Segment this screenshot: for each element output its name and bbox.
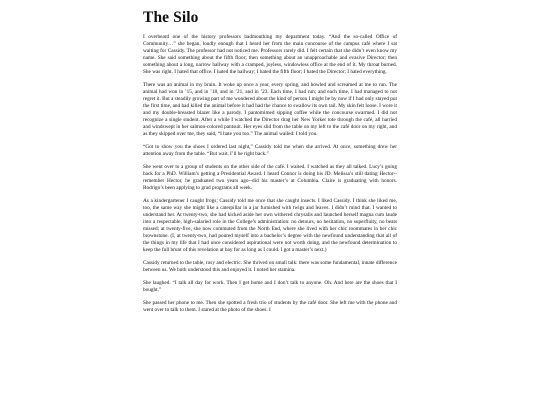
- paragraph: She went over to a group of students on the other side of the café. I waited. I watched as they all talked. Lucy’s going back for a PhD. William’s getting a Presidential Award. I heard Connor is doing his JD. Melissa’s still dating Hector--remember Hector, he graduated two years ago--did his master’s at Columbia. Claire is graduating with honors. Rodrigo’s been applying to grad programs all week.: [143, 164, 397, 191]
- document-body: [143, 8, 397, 320]
- paragraph: “Got to show you the shoes I ordered last night,” Cassidy told me when she arrived. At once, something drew her attention away from the table. “But wait. I’ll be right back.”: [143, 144, 397, 157]
- paragraph: She laughed. “I talk all day for work. Then I get home and I don’t talk to anyone. Oh. And here are the shoes that I bought.”: [143, 280, 397, 293]
- paragraph: As a kindergartener I caught frogs; Cassidy told me once that she caught insects. I liked Cassidy. I think she liked me, too, the same way she might like a caterpillar in a jar furnished with twigs and leaves. I didn’t mind that. I wanted to understand her. At twenty-two, she had kicked aside her own withered chrysalis and launched herself magna cum laude into a respectable, high-salaried role in the College’s administration: no detours, no hesitation, no superfluity, no beats missed; at twenty-five, she now commuted from the North End, where she lived with her chic roommates in her chic brownstone. (I, at twenty-two, had poured myself into a bachelor’s degree with the newfound understanding that all of the things in my life that I had once considered aspirational were not worth doing, and the newfound determination to keep the full brunt of this revelation at bay for as long as I could. I got a master’s next.): [143, 198, 397, 253]
- paragraph: I overheard one of the history professors badmouthing my department today. “And the so-called Office of Community…” she began, loudly enough that I heard her from the main concourse of the campus café where I sat waiting for Cassidy. The professor had not noticed me. Professors rarely did. I felt certain that she didn’t even know my name. She said something about the fifth floor; then something about an unapproachable and evasive Director; then something about a long, narrow hallway with a cramped, joyless, windowless office at the end of it. My throat burned. She was right. I hated that office. I hated the hallway; I hated the fifth floor; I hated the Director; I hated everything.: [143, 34, 397, 75]
- paragraph: There was an animal in my brain. It woke up once a year, every spring, and howled and screamed at me to run. The animal had won in ’15, and in ’18, and in ’21, and in ’23. Each time, I had run; and each time, I had managed to not regret it. But a steadily growing part of me wondered about the kind of person I might be by now if I had only stayed put the first time, and had killed the animal before it had had the chance to swallow its own tail. My skin felt loose. I wore it and my double-breasted blazer like a parody. I pantomimed sipping coffee while the concourse swarmed. I did not recognize a single student. After a while I watched the Director drag her New Yorker tote through the café, all harried and windswept in her salmon-colored pantsuit. Her eyes slid from the table on my left to the café door on my right, and as they skipped over me, they said, “I hate you too.” The animal wailed: I told you.: [143, 82, 397, 137]
- paragraph: She passed her phone to me. Then she spotted a fresh trio of students by the café door. She left me with the phone and went over to talk to them. I stared at the photo of the shoes. I: [143, 300, 397, 313]
- paragraph: Cassidy returned to the table, rosy and electric. She thrived on small talk: there was some fundamental, innate difference between us. We both understood this and enjoyed it. I noted her stamina.: [143, 260, 397, 273]
- document-title: The Silo: [143, 9, 199, 26]
